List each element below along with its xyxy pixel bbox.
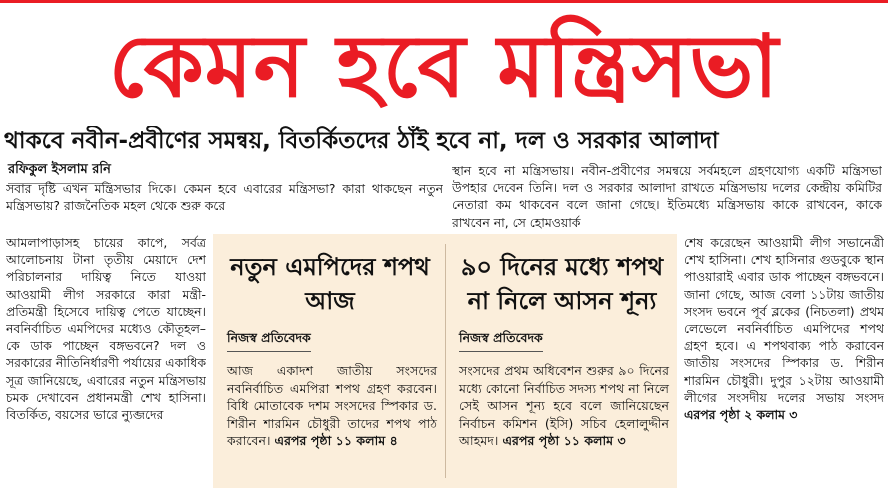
inset-story-oath: [219, 234, 441, 488]
inset-story-body: [459, 362, 669, 450]
inset-story-byline: নিজস্ব প্রতিবেদক: [459, 330, 543, 352]
main-right-column: [684, 234, 884, 492]
inset-divider: [445, 244, 446, 478]
main-right-top-paragraph: স্থান হবে না মন্ত্রিসভায়। নবীন-প্রবীণের সমন্বয়ে সর্বমহলে গ্রহণযোগ্য একটি মন্ত্রিসভা উপহার দেবেন তিনি। দল ও সরকার আলাদা রাখতে মন্ত্রিসভায় দলের কেন্দ্রীয় কমিটির নেতারা কম থাকবেন বলে জানা গেছে। ইতিমধ্যে মন্ত্রিসভায় কাকে রাখবেন, কাকে রাখবেন না, সে হোমওয়ার্ক: [452, 163, 882, 230]
inset-story-title: ৯০ দিনের মধ্যে শপথ না নিলে আসন শূন্য: [460, 253, 664, 315]
inset-story-continued-link[interactable]: এরপর পৃষ্ঠা ১১ কলাম ৩: [502, 433, 626, 449]
inset-story-body: [227, 362, 437, 450]
inset-story-text: সংসদের প্রথম অধিবেশন শুরুর ৯০ দিনের মধ্যে কোনো নির্বাচিত সদস্য শপথ না নিলে সেই আসন শূন্য হবে বলে জানিয়েছেন নির্বাচন কমিশন (ইসি) সচিব হেলালুদ্দীন আহমদ।: [459, 363, 670, 449]
inset-story-title: নতুন এমপিদের শপথ আজ: [230, 253, 430, 315]
inset-story-continued-link[interactable]: এরপর পৃষ্ঠা ১১ কলাম ৪: [274, 433, 398, 449]
main-continued-link[interactable]: এরপর পৃষ্ঠা ২ কলাম ৩: [684, 407, 798, 423]
subheadline: থাকবে নবীন-প্রবীণের সমন্বয়, বিতর্কিতদের ঠাঁই হবে না, দল ও সরকার আলাদা: [4, 128, 719, 154]
top-red-rule: [0, 0, 888, 3]
inset-story-text: আজ একাদশ জাতীয় সংসদের নবনির্বাচিত এমপিরা শপথ গ্রহণ করবেন। বিধি মোতাবেক দশম সংসদের স্পিকার ড. শিরীন শারমিন চৌধুরী তাদের শপথ পাঠ করাবেন।: [227, 363, 437, 449]
main-byline: রফিকুল ইসলাম রনি: [8, 160, 111, 184]
main-intro-paragraph: সবার দৃষ্টি এখন মন্ত্রিসভার দিকে। কেমন হবে এবারের মন্ত্রিসভা? কারা থাকছেন নতুন মন্ত্রিসভায়? রাজনৈতিক মহল থেকে শুরু করে: [6, 181, 443, 214]
lead-headline-text: কেমন হবে মন্ত্রিসভা: [108, 17, 780, 117]
lead-headline: [0, 12, 888, 122]
main-right-text: শেষ করেছেন আওয়ামী লীগ সভানেত্রী শেখ হাসিনা। শেখ হাসিনার গুডবুকে স্থান পাওয়ারাই এবার ডাক পাচ্ছেন বঙ্গভবনে। জানা গেছে, আজ বেলা ১১টায় জাতীয় সংসদ ভবনে পূর্ব ব্লকের (নিচতলা) প্রথম লেভেলে নবনির্বাচিত এমপিদের শপথ গ্রহণ হবে। এ শপথবাক্য পাঠ করাবেন জাতীয় সংসদের স্পিকার ড. শিরীন শারমিন চৌধুরী। দুপুর ১২টায় আওয়ামী লীগের সংসদীয় দলের সভায় সংসদ: [684, 235, 884, 405]
inset-story-byline: নিজস্ব প্রতিবেদক: [227, 330, 311, 352]
inset-story-seat: [451, 234, 673, 488]
inset-box: [213, 234, 677, 488]
main-left-column: আমলাপাড়াসহ চায়ের কাপে, সর্বত্র আলোচনায় টানা তৃতীয় মেয়াদে দেশ পরিচালনার দায়িত্ব নিতে যাওয়া আওয়ামী লীগ সরকারে কারা মন্ত্রী-প্রতিমন্ত্রী হিসেবে দায়িত্ব পেতে যাচ্ছেন। নবনির্বাচিত এমপিদের মধ্যেও কৌতূহল– কে ডাক পাচ্ছেন বঙ্গভবনে? দল ও সরকারের নীতিনির্ধারণী পর্যায়ের একাধিক সূত্র জানিয়েছে, এবারের নতুন মন্ত্রিসভায় চমক দেখাবেন প্রধানমন্ত্রী শেখ হাসিনা। বিতর্কিত, বয়সের ভারে ন্যুব্জদের: [6, 235, 206, 423]
